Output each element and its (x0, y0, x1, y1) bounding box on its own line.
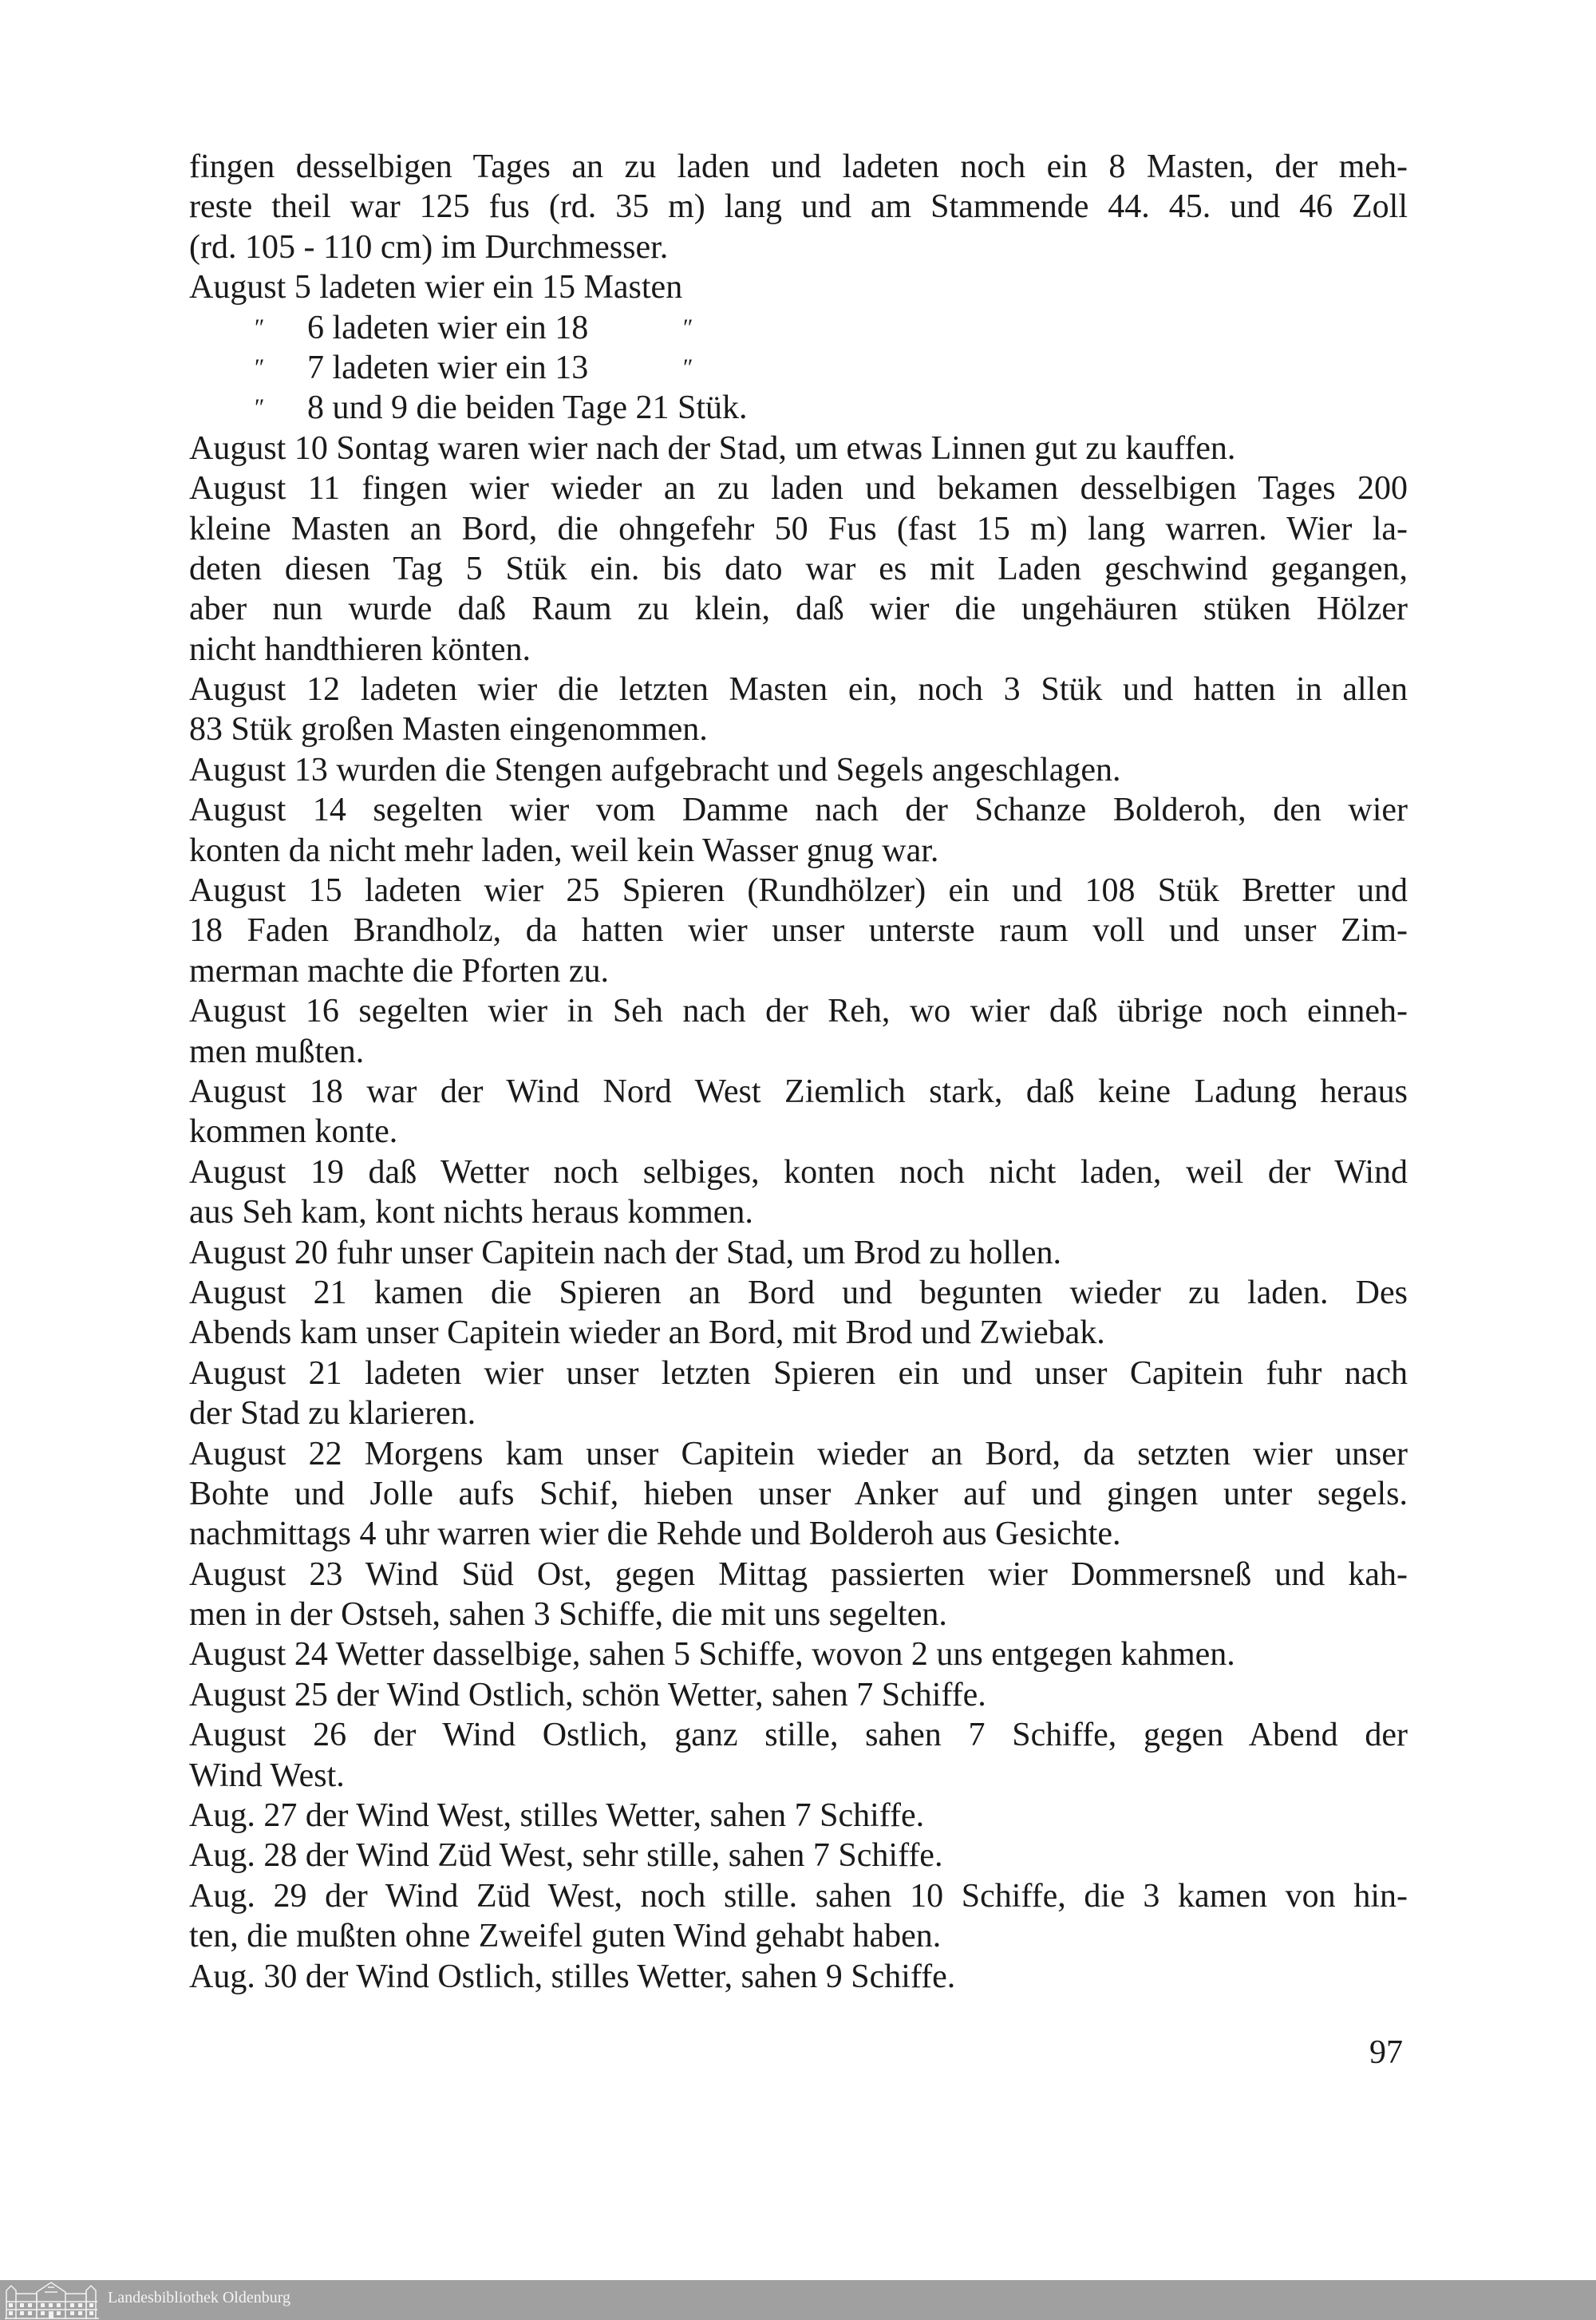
ditto-entry-text: 8 und 9 die beiden Tage 21 Stük. (307, 389, 748, 427)
paragraph (189, 1715, 1408, 1796)
ditto-mark: ″ (255, 314, 265, 341)
ditto-mark-trailing: ″ (683, 354, 693, 381)
text-line: August 23 Wind Süd Ost, gegen Mittag passierten wier Dommersneß und kah- (189, 1555, 1408, 1593)
paragraph (189, 1233, 1408, 1273)
paragraph (189, 1876, 1408, 1957)
text-line: August 15 ladeten wier 25 Spieren (Rundhölzer) ein und 108 Stük Bretter und (189, 872, 1408, 910)
paragraph (189, 1796, 1408, 1836)
text-line: kommen konte. (189, 1113, 398, 1151)
paragraph (189, 991, 1408, 1072)
paragraph (189, 1957, 1408, 1997)
ditto-entry-text: 6 ladeten wier ein 18 (307, 309, 589, 346)
text-line: August 11 fingen wier wieder an zu laden und bekamen desselbigen Tages 200 (189, 470, 1408, 508)
library-building-logo-icon (5, 2281, 99, 2319)
text-line: August 5 ladeten wier ein 15 Masten (189, 269, 683, 306)
paragraph (189, 1675, 1408, 1715)
text-line: August 21 kamen die Spieren an Bord und begunten wieder zu laden. Des (189, 1274, 1408, 1311)
text-line: August 16 segelten wier in Seh nach der Reh, wo wier daß übrige noch einneh- (189, 993, 1408, 1030)
ditto-mark: ″ (255, 354, 265, 381)
text-line: August 14 segelten wier vom Damme nach der Schanze Bolderoh, den wier (189, 792, 1408, 829)
text-line: August 25 der Wind Ostlich, schön Wetter, sahen 7 Schiffe. (189, 1676, 986, 1713)
paragraph (189, 388, 1408, 428)
paragraph (189, 871, 1408, 991)
text-line: Abends kam unser Capitein wieder an Bord, mit Brod und Zwiebak. (189, 1314, 1105, 1352)
paragraph (189, 308, 1408, 348)
page-number: 97 (1369, 2034, 1403, 2071)
text-line: August 26 der Wind Ostlich, ganz stille, sahen 7 Schiffe, gegen Abend der (189, 1717, 1408, 1754)
page-body-text (189, 147, 1408, 1997)
paragraph (189, 147, 1408, 267)
paragraph (189, 790, 1408, 871)
ditto-entry (189, 388, 1408, 428)
ditto-mark: ″ (255, 394, 265, 421)
text-line: nachmittags 4 uhr warren wier die Rehde und Bolderoh aus Gesichte. (189, 1516, 1121, 1553)
paragraph (189, 267, 1408, 307)
paragraph (189, 1354, 1408, 1434)
text-line: August 10 Sontag waren wier nach der Stad, um etwas Linnen gut zu kauffen. (189, 429, 1236, 467)
text-line: August 22 Morgens kam unser Capitein wieder an Bord, da setzten wier unser (189, 1435, 1408, 1472)
text-line: (rd. 105 - 110 cm) im Durchmesser. (189, 228, 669, 266)
text-line: August 19 daß Wetter noch selbiges, konten noch nicht laden, weil der Wind (189, 1153, 1408, 1191)
text-line: August 12 ladeten wier die letzten Masten ein, noch 3 Stük und hatten in allen (189, 671, 1408, 709)
text-line: men mußten. (189, 1033, 365, 1070)
text-line: Aug. 28 der Wind Züd West, sehr stille, sahen 7 Schiffe. (189, 1837, 943, 1875)
text-line: konten da nicht mehr laden, weil kein Wasser gnug war. (189, 832, 939, 869)
text-line: kleine Masten an Bord, die ohngefehr 50 Fus (fast 15 m) lang warren. Wier la- (189, 510, 1408, 547)
text-line: aber nun wurde daß Raum zu klein, daß wier die ungehäuren stüken Hölzer (189, 591, 1408, 628)
text-line: Aug. 27 der Wind West, stilles Wetter, sahen 7 Schiffe. (189, 1797, 925, 1835)
ditto-entry (189, 308, 1408, 348)
text-line: August 18 war der Wind Nord West Ziemlich stark, daß keine Ladung heraus (189, 1073, 1408, 1110)
text-line: Aug. 30 der Wind Ostlich, stilles Wetter, sahen 9 Schiffe. (189, 1958, 956, 1995)
ditto-entry-text: 7 ladeten wier ein 13 (307, 349, 589, 386)
text-line: Wind West. (189, 1757, 345, 1794)
text-line: men in der Ostseh, sahen 3 Schiffe, die mit uns segelten. (189, 1596, 947, 1634)
paragraph (189, 1273, 1408, 1354)
text-line: August 21 ladeten wier unser letzten Spieren ein und unser Capitein fuhr nach (189, 1354, 1408, 1392)
library-footer-bar (0, 2280, 1596, 2320)
ditto-mark-trailing: ″ (683, 314, 693, 341)
text-line: August 20 fuhr unser Capitein nach der Stad, um Brod zu hollen. (189, 1234, 1061, 1271)
paragraph (189, 429, 1408, 468)
text-line: der Stad zu klarieren. (189, 1395, 476, 1433)
text-line: ten, die mußten ohne Zweifel guten Wind gehabt haben. (189, 1918, 942, 1955)
text-line: Bohte und Jolle aufs Schif, hieben unser Anker auf und gingen unter segels. (189, 1475, 1408, 1512)
paragraph (189, 1836, 1408, 1875)
paragraph (189, 1634, 1408, 1674)
paragraph (189, 468, 1408, 670)
text-line: reste theil war 125 fus (rd. 35 m) lang und am Stammende 44. 45. und 46 Zoll (189, 188, 1408, 226)
text-line: fingen desselbigen Tages an zu laden und ladeten noch ein 8 Masten, der meh- (189, 148, 1408, 185)
text-line: nicht handthieren könten. (189, 630, 531, 668)
text-line: August 24 Wetter dasselbige, sahen 5 Schiffe, wovon 2 uns entgegen kahmen. (189, 1636, 1235, 1674)
paragraph (189, 1072, 1408, 1152)
library-name: Landesbibliothek Oldenburg (108, 2289, 291, 2306)
text-line: Aug. 29 der Wind Züd West, noch stille. sahen 10 Schiffe, die 3 kamen von hin- (189, 1877, 1408, 1915)
text-line: aus Seh kam, kont nichts heraus kommen. (189, 1194, 753, 1231)
paragraph (189, 1434, 1408, 1555)
paragraph (189, 348, 1408, 388)
text-line: merman machte die Pforten zu. (189, 952, 609, 990)
paragraph (189, 1152, 1408, 1233)
text-line: deten diesen Tag 5 Stük ein. bis dato war es mit Laden geschwind gegangen, (189, 550, 1408, 587)
paragraph (189, 1555, 1408, 1635)
paragraph (189, 750, 1408, 790)
text-line: August 13 wurden die Stengen aufgebracht und Segels angeschlagen. (189, 751, 1121, 788)
paragraph (189, 670, 1408, 750)
text-line: 18 Faden Brandholz, da hatten wier unser unterste raum voll und unser Zim- (189, 912, 1408, 950)
ditto-entry (189, 348, 1408, 388)
text-line: 83 Stük großen Masten eingenommen. (189, 711, 708, 749)
